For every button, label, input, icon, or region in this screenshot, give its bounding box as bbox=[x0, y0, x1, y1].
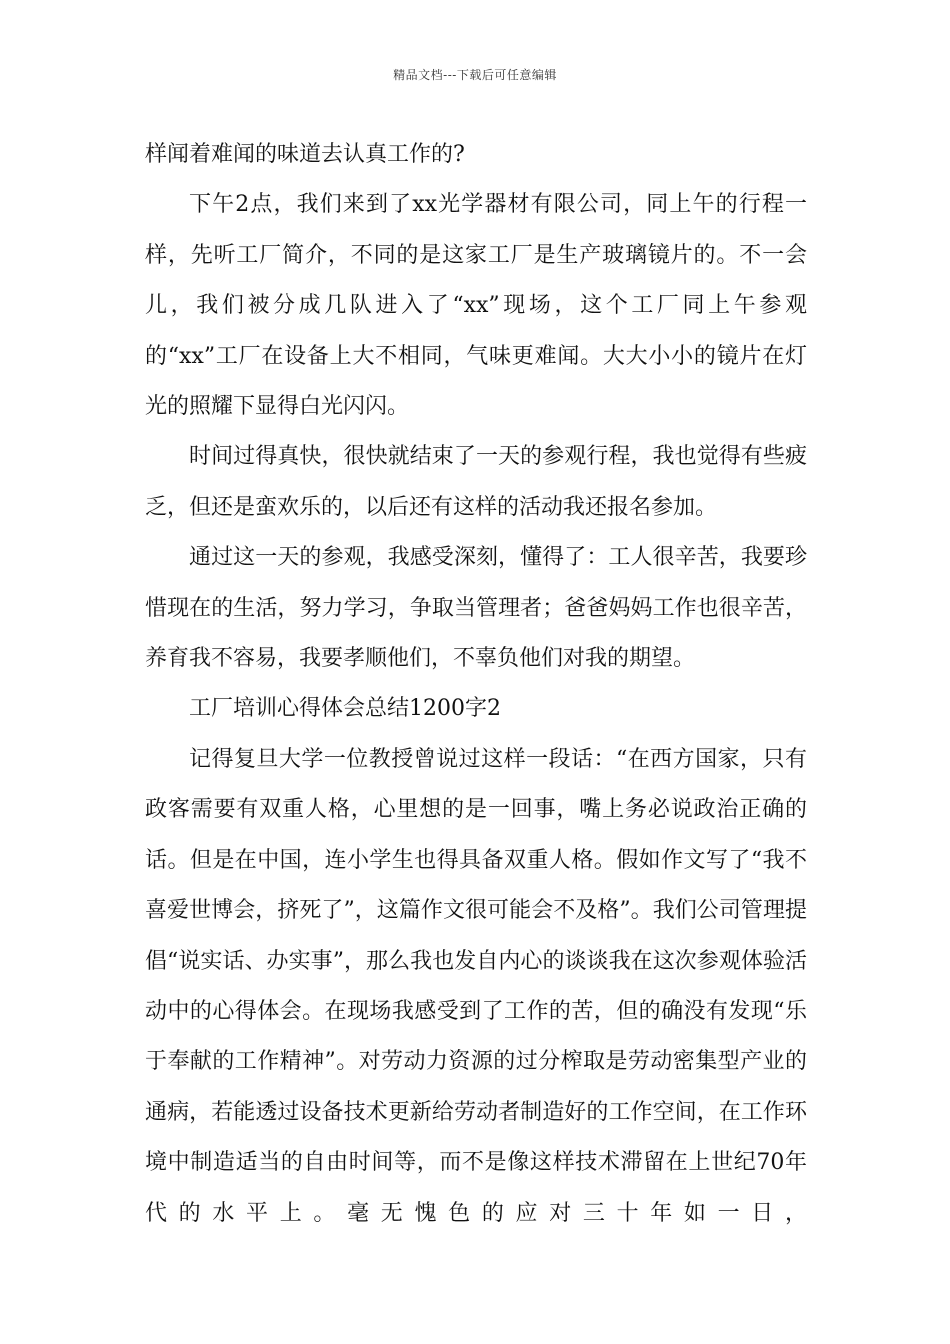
section-title: 工厂培训心得体会总结1200字2 bbox=[189, 696, 501, 722]
paragraph-afternoon-visit: 下午2点，我们来到了xx光学器材有限公司，同上午的行程一样，先听工厂简介，不同的是这家工厂是生产玻璃镜片的。不一会儿，我们被分成几队进入了“xx”现场，这个工厂同上午参观的“xx”工厂在设备上大不相同，气味更难闻。大大小小的镜片在灯光的照耀下显得白光闪闪。 bbox=[145, 192, 807, 420]
document-body bbox=[145, 130, 807, 1239]
paragraph-professor-quote: 记得复旦大学一位教授曾说过这样一段话：“在西方国家，只有政客需要有双重人格，心里想的是一回事，嘴上务必说政治正确的话。但是在中国，连小学生也得具备双重人格。假如作文写了“我不喜爱世博会，挤死了”，这篇作文很可能会不及格”。我们公司管理提倡“说实话、办实事”，那么我也发自内心的谈谈我在这次参观体验活动中的心得体会。在现场我感受到了工作的苦，但的确没有发现“乐于奉献的工作精神”。对劳动力资源的过分榨取是劳动密集型产业的通病，若能透过设备技术更新给劳动者制造好的工作空间，在工作环境中制造适当的自由时间等，而不是像这样技术滞留在上世纪70年代的水平上。毫无愧色的应对三十年如一日， bbox=[145, 746, 807, 1226]
paragraph-time-flies: 时间过得真快，很快就结束了一天的参观行程，我也觉得有些疲乏，但还是蛮欢乐的，以后还有这样的活动我还报名参加。 bbox=[145, 444, 807, 520]
paragraph-reflection: 通过这一天的参观，我感受深刻，懂得了：工人很辛苦，我要珍惜现在的生活，努力学习，争取当管理者；爸爸妈妈工作也很辛苦，养育我不容易，我要孝顺他们，不辜负他们对我的期望。 bbox=[145, 545, 807, 672]
paragraph-continuation: 样闻着难闻的味道去认真工作的? bbox=[145, 142, 465, 167]
page-header: 精品文档---下载后可任意编辑 bbox=[393, 68, 557, 82]
